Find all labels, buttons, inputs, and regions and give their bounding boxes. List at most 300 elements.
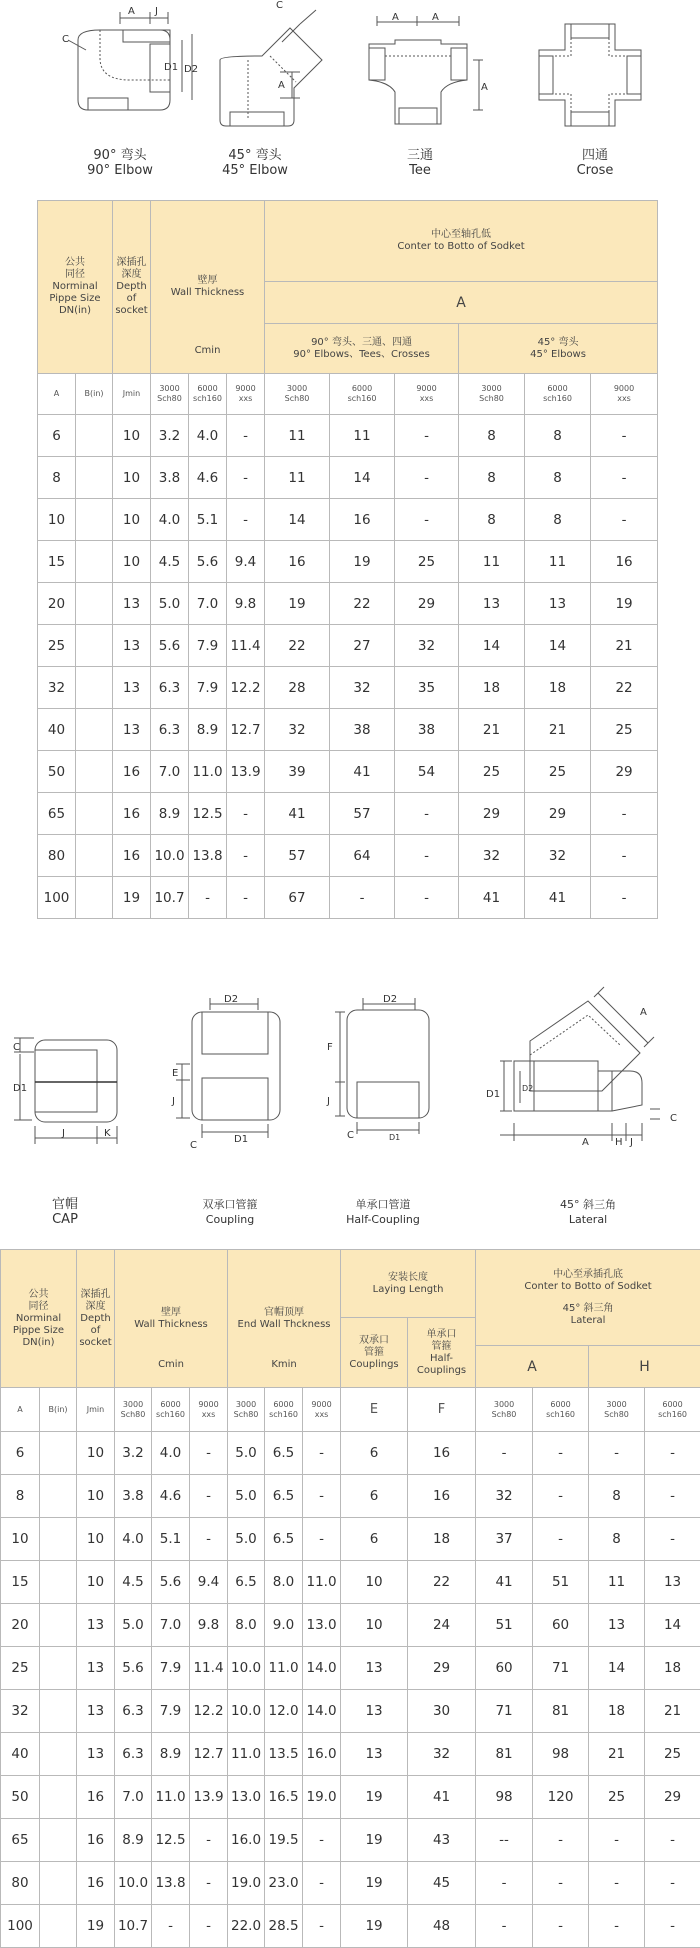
table-cell: 19 bbox=[113, 877, 151, 919]
header-en: Wall Thickness bbox=[115, 1319, 227, 1331]
subheader-cell: 6000 sch160 bbox=[189, 374, 227, 415]
table-cell bbox=[76, 667, 113, 709]
table-cell: 4.0 bbox=[189, 415, 227, 457]
table-cell: - bbox=[395, 835, 459, 877]
table-cell: 11.0 bbox=[189, 751, 227, 793]
table-cell: 6 bbox=[341, 1432, 408, 1475]
half-coupling-caption bbox=[318, 1197, 448, 1227]
caption-zh: 四通 bbox=[525, 148, 665, 163]
table-cell: 43 bbox=[408, 1819, 476, 1862]
table-cell: 64 bbox=[330, 835, 395, 877]
lateral-diagram bbox=[470, 985, 690, 1165]
table-cell: 9.0 bbox=[265, 1604, 303, 1647]
header-wall-thickness bbox=[151, 201, 265, 374]
table-cell: 11 bbox=[525, 541, 591, 583]
table-cell bbox=[40, 1862, 77, 1905]
subheader-cell: 6000 sch160 bbox=[330, 374, 395, 415]
coupling-diagram bbox=[150, 990, 290, 1160]
table-cell: 21 bbox=[645, 1690, 700, 1733]
header-half-couplings bbox=[408, 1318, 476, 1388]
table-cell: 10 bbox=[113, 415, 151, 457]
table-cell bbox=[76, 625, 113, 667]
label-d2: D2 bbox=[184, 64, 198, 75]
table-cell: 7.0 bbox=[115, 1776, 152, 1819]
table-cell: 14 bbox=[645, 1604, 700, 1647]
coupling-caption bbox=[165, 1197, 295, 1227]
label-d1: D1 bbox=[13, 1083, 27, 1094]
elbow-45-diagram bbox=[210, 0, 320, 140]
table-row bbox=[38, 793, 658, 835]
tee-diagram bbox=[365, 0, 495, 130]
label-e: E bbox=[172, 1068, 178, 1079]
table-cell bbox=[40, 1475, 77, 1518]
header-en: 45° Elbows bbox=[459, 349, 657, 361]
table-row bbox=[38, 583, 658, 625]
caption-en: Coupling bbox=[165, 1212, 295, 1227]
table-cell: - bbox=[589, 1905, 645, 1948]
table-cell: - bbox=[645, 1432, 700, 1475]
table-cell: 32 bbox=[525, 835, 591, 877]
table-cell: 9.4 bbox=[190, 1561, 228, 1604]
subheader-cell: A bbox=[38, 374, 76, 415]
subheader-cell: 6000 sch160 bbox=[533, 1388, 589, 1432]
table-cell: 5.1 bbox=[152, 1518, 190, 1561]
table-cell: 35 bbox=[395, 667, 459, 709]
table-cell: 12.7 bbox=[190, 1733, 228, 1776]
table-cell: - bbox=[589, 1862, 645, 1905]
table-cell: 50 bbox=[38, 751, 76, 793]
table-cell: 12.5 bbox=[189, 793, 227, 835]
table-cell: 20 bbox=[1, 1604, 40, 1647]
table-cell: 12.7 bbox=[227, 709, 265, 751]
table-cell: 13 bbox=[113, 583, 151, 625]
subheader-cell: F bbox=[408, 1388, 476, 1432]
table-cell: - bbox=[589, 1432, 645, 1475]
table-cell: 15 bbox=[38, 541, 76, 583]
table-cell: 11.4 bbox=[190, 1647, 228, 1690]
table-cell: 41 bbox=[265, 793, 330, 835]
header-zh: 壁厚 bbox=[115, 1307, 227, 1319]
table-cell: - bbox=[476, 1862, 533, 1905]
table-cell: - bbox=[645, 1518, 700, 1561]
table-cell: 51 bbox=[476, 1604, 533, 1647]
subheader-row bbox=[38, 374, 658, 415]
table-cell: 29 bbox=[395, 583, 459, 625]
header-lateral-h: H bbox=[589, 1346, 700, 1388]
table-cell: - bbox=[227, 835, 265, 877]
table-cell: 22 bbox=[265, 625, 330, 667]
table-cell: - bbox=[227, 877, 265, 919]
table-cell: - bbox=[476, 1432, 533, 1475]
table-cell: 20 bbox=[38, 583, 76, 625]
header-90-group bbox=[265, 324, 459, 374]
table-cell: 40 bbox=[1, 1733, 40, 1776]
table-cell: 11 bbox=[589, 1561, 645, 1604]
table-cell: 41 bbox=[330, 751, 395, 793]
caption-en: CAP bbox=[0, 1212, 130, 1227]
table-cell: 18 bbox=[645, 1647, 700, 1690]
header-zh: 公共 同径 bbox=[1, 1289, 76, 1313]
table-cell: 13 bbox=[341, 1647, 408, 1690]
table-cell: 8.9 bbox=[152, 1733, 190, 1776]
table-cell: 13.8 bbox=[152, 1862, 190, 1905]
table-cell bbox=[40, 1647, 77, 1690]
couplings-lateral-table bbox=[0, 1249, 700, 1948]
table-cell: 14.0 bbox=[303, 1690, 341, 1733]
table-cell: 13.0 bbox=[303, 1604, 341, 1647]
table-cell: 8.0 bbox=[228, 1604, 265, 1647]
table-cell: 5.6 bbox=[115, 1647, 152, 1690]
label-c: C bbox=[276, 0, 283, 11]
header-zh: 公共 同径 bbox=[38, 257, 112, 281]
header-45-group bbox=[459, 324, 658, 374]
table-cell: 29 bbox=[408, 1647, 476, 1690]
table-cell: 16 bbox=[265, 541, 330, 583]
table-cell: 19.5 bbox=[265, 1819, 303, 1862]
table-row bbox=[1, 1905, 700, 1948]
table-cell: 7.9 bbox=[152, 1690, 190, 1733]
table-cell: 32 bbox=[38, 667, 76, 709]
table-cell: 22 bbox=[330, 583, 395, 625]
subheader-cell: 3000 Sch80 bbox=[459, 374, 525, 415]
table-row bbox=[1, 1776, 700, 1819]
table-cell: 60 bbox=[533, 1604, 589, 1647]
header-en: Norminal Pippe Size DN(in) bbox=[38, 281, 112, 317]
table-cell: 6.5 bbox=[265, 1432, 303, 1475]
table-cell: - bbox=[589, 1819, 645, 1862]
table-cell: 14 bbox=[459, 625, 525, 667]
table-cell: - bbox=[227, 499, 265, 541]
table-cell: 10 bbox=[38, 499, 76, 541]
table-cell: 18 bbox=[408, 1518, 476, 1561]
subheader-cell: 3000 Sch80 bbox=[265, 374, 330, 415]
table-cell: 81 bbox=[533, 1690, 589, 1733]
table-row bbox=[1, 1733, 700, 1776]
header-en: 90° Elbows、Tees、Crosses bbox=[265, 349, 458, 361]
label-a: A bbox=[128, 6, 135, 17]
table-cell: 5.0 bbox=[228, 1518, 265, 1561]
subheader-cell: 9000 xxs bbox=[227, 374, 265, 415]
header-en: Depth of socket bbox=[113, 281, 150, 317]
table-cell: - bbox=[190, 1819, 228, 1862]
table-cell bbox=[76, 583, 113, 625]
header-en: Wall Thickness bbox=[151, 287, 264, 299]
subheader-cell: B(in) bbox=[40, 1388, 77, 1432]
table-cell: 11.0 bbox=[303, 1561, 341, 1604]
table-cell: 16.0 bbox=[228, 1819, 265, 1862]
table-cell: 13 bbox=[645, 1561, 700, 1604]
table-cell bbox=[40, 1733, 77, 1776]
table-cell: - bbox=[591, 415, 658, 457]
table-row bbox=[38, 415, 658, 457]
table-cell: 10.7 bbox=[151, 877, 189, 919]
table-row bbox=[1, 1862, 700, 1905]
table-cell: 12.2 bbox=[227, 667, 265, 709]
table-row bbox=[38, 457, 658, 499]
table-row bbox=[1, 1647, 700, 1690]
table-cell: 5.1 bbox=[189, 499, 227, 541]
table-cell: 4.6 bbox=[152, 1475, 190, 1518]
table-cell: 40 bbox=[38, 709, 76, 751]
label-h: H bbox=[615, 1137, 623, 1148]
header-zh: 中心至轴孔低 bbox=[265, 229, 657, 241]
subheader-cell: B(in) bbox=[76, 374, 113, 415]
table-cell: - bbox=[591, 835, 658, 877]
table-cell: 32 bbox=[408, 1733, 476, 1776]
table-cell: 6.3 bbox=[151, 667, 189, 709]
table-cell: 5.0 bbox=[115, 1604, 152, 1647]
table-row bbox=[38, 751, 658, 793]
table-cell: 6.5 bbox=[265, 1475, 303, 1518]
table-row bbox=[1, 1604, 700, 1647]
table-cell bbox=[76, 877, 113, 919]
header-zh: 45° 斜三角 bbox=[476, 1303, 700, 1315]
table-cell: - bbox=[190, 1432, 228, 1475]
table-cell: 10.0 bbox=[115, 1862, 152, 1905]
table-cell: 14 bbox=[330, 457, 395, 499]
table-cell: 21 bbox=[591, 625, 658, 667]
table-cell: 13 bbox=[525, 583, 591, 625]
table-cell: - bbox=[533, 1862, 589, 1905]
table-cell: - bbox=[533, 1475, 589, 1518]
table-cell: 5.6 bbox=[152, 1561, 190, 1604]
table-row bbox=[1, 1475, 700, 1518]
table-cell: 6 bbox=[38, 415, 76, 457]
table-cell: - bbox=[591, 793, 658, 835]
table-row bbox=[38, 709, 658, 751]
table-cell: - bbox=[395, 499, 459, 541]
table-cell bbox=[40, 1819, 77, 1862]
table-cell: 16 bbox=[113, 835, 151, 877]
table-cell: 57 bbox=[265, 835, 330, 877]
caption-en: Half-Coupling bbox=[318, 1212, 448, 1227]
header-center-to-bottom bbox=[265, 201, 658, 282]
table-cell: 16 bbox=[113, 793, 151, 835]
table-cell: 9.8 bbox=[190, 1604, 228, 1647]
table-cell: 14 bbox=[265, 499, 330, 541]
caption-en: Crose bbox=[525, 163, 665, 178]
table-cell: 80 bbox=[1, 1862, 40, 1905]
table-cell: 8 bbox=[525, 457, 591, 499]
table-cell: 4.0 bbox=[152, 1432, 190, 1475]
table2-data bbox=[1, 1432, 700, 1948]
caption-zh: 官帽 bbox=[0, 1197, 130, 1212]
table-cell: 7.9 bbox=[189, 667, 227, 709]
table-cell: 7.0 bbox=[152, 1604, 190, 1647]
table-cell: 67 bbox=[265, 877, 330, 919]
socket-fittings-table bbox=[37, 200, 658, 919]
table-cell: - bbox=[152, 1905, 190, 1948]
caption-en: Tee bbox=[350, 163, 490, 178]
header-cmin: Cmin bbox=[115, 1359, 227, 1371]
table-cell: 11 bbox=[330, 415, 395, 457]
table-cell: 21 bbox=[589, 1733, 645, 1776]
table-cell: - bbox=[303, 1819, 341, 1862]
elbow-45-caption bbox=[185, 148, 325, 178]
header-en: Half- Couplings bbox=[408, 1353, 475, 1377]
table-cell: 19 bbox=[341, 1819, 408, 1862]
table-cell: 10 bbox=[113, 541, 151, 583]
table-cell: 51 bbox=[533, 1561, 589, 1604]
table-cell: -- bbox=[476, 1819, 533, 1862]
table-cell: 4.0 bbox=[151, 499, 189, 541]
table-cell: 48 bbox=[408, 1905, 476, 1948]
label-a: A bbox=[278, 80, 285, 91]
table-cell: 13 bbox=[77, 1604, 115, 1647]
table-cell bbox=[40, 1776, 77, 1819]
table-cell: - bbox=[533, 1905, 589, 1948]
table-cell: 24 bbox=[408, 1604, 476, 1647]
table-cell: - bbox=[227, 415, 265, 457]
table-row bbox=[38, 541, 658, 583]
subheader-cell: Jmin bbox=[113, 374, 151, 415]
table-cell bbox=[76, 415, 113, 457]
header-zh: 壁厚 bbox=[151, 275, 264, 287]
table-cell: 19 bbox=[77, 1905, 115, 1948]
table-cell: 11 bbox=[265, 457, 330, 499]
table-cell: 10.0 bbox=[228, 1690, 265, 1733]
table-cell bbox=[76, 751, 113, 793]
table-cell: 11 bbox=[459, 541, 525, 583]
table-cell: 16 bbox=[408, 1475, 476, 1518]
table-cell: 8.9 bbox=[151, 793, 189, 835]
table-cell: 16 bbox=[591, 541, 658, 583]
table-cell: 10 bbox=[77, 1475, 115, 1518]
table-cell: 7.9 bbox=[189, 625, 227, 667]
label-d1: D1 bbox=[234, 1134, 248, 1145]
table-cell: 8 bbox=[525, 415, 591, 457]
table-cell: 14 bbox=[589, 1647, 645, 1690]
label-a: A bbox=[392, 12, 399, 23]
table-cell: 22 bbox=[408, 1561, 476, 1604]
table-cell: 8.9 bbox=[189, 709, 227, 751]
header-en: End Wall Thckness bbox=[228, 1319, 340, 1331]
table-cell: 10 bbox=[77, 1561, 115, 1604]
table-cell bbox=[76, 709, 113, 751]
table-cell: 4.6 bbox=[189, 457, 227, 499]
table-cell: 11 bbox=[265, 415, 330, 457]
table-cell: 8.0 bbox=[265, 1561, 303, 1604]
table-cell: 120 bbox=[533, 1776, 589, 1819]
header-zh: 官帽顶厚 bbox=[228, 1307, 340, 1319]
table-row bbox=[38, 835, 658, 877]
table-cell: - bbox=[303, 1518, 341, 1561]
table-cell: 11.4 bbox=[227, 625, 265, 667]
table-cell: 32 bbox=[395, 625, 459, 667]
table-cell: 50 bbox=[1, 1776, 40, 1819]
table-cell: 81 bbox=[476, 1733, 533, 1776]
table-cell: 80 bbox=[38, 835, 76, 877]
table-cell: 54 bbox=[395, 751, 459, 793]
table-cell: 13 bbox=[589, 1604, 645, 1647]
table-cell: 57 bbox=[330, 793, 395, 835]
table-cell: 19 bbox=[341, 1905, 408, 1948]
label-d1: D1 bbox=[389, 1133, 400, 1142]
table-cell: 13 bbox=[77, 1647, 115, 1690]
table-cell: 28.5 bbox=[265, 1905, 303, 1948]
table-row bbox=[1, 1819, 700, 1862]
header-en: Depth of socket bbox=[77, 1313, 114, 1349]
table-cell: - bbox=[190, 1518, 228, 1561]
table-cell: 16 bbox=[77, 1819, 115, 1862]
table-cell: 13 bbox=[77, 1690, 115, 1733]
table-cell: 13 bbox=[341, 1690, 408, 1733]
table-cell: 13 bbox=[113, 625, 151, 667]
table-cell: 10 bbox=[341, 1561, 408, 1604]
table-cell: 65 bbox=[38, 793, 76, 835]
table-cell: 3.2 bbox=[151, 415, 189, 457]
table1-data bbox=[38, 415, 658, 919]
table-cell: 25 bbox=[395, 541, 459, 583]
table-cell: 13.5 bbox=[265, 1733, 303, 1776]
label-a-2: A bbox=[582, 1137, 589, 1148]
header-en: Norminal Pippe Size DN(in) bbox=[1, 1313, 76, 1349]
table-cell: 39 bbox=[265, 751, 330, 793]
label-f: F bbox=[327, 1042, 333, 1053]
table-cell: 10 bbox=[113, 457, 151, 499]
table-cell: 8 bbox=[459, 415, 525, 457]
caption-en: 90° Elbow bbox=[50, 163, 190, 178]
table-cell bbox=[76, 541, 113, 583]
table-cell: 15 bbox=[1, 1561, 40, 1604]
table-cell: - bbox=[533, 1432, 589, 1475]
table-cell: 8 bbox=[38, 457, 76, 499]
table-cell: 8 bbox=[589, 1518, 645, 1561]
table-cell: 14 bbox=[525, 625, 591, 667]
table-cell: 8.9 bbox=[115, 1819, 152, 1862]
label-c: C bbox=[670, 1113, 677, 1124]
subheader-cell: 3000 Sch80 bbox=[589, 1388, 645, 1432]
label-j: J bbox=[171, 1096, 175, 1107]
table-cell: 13 bbox=[77, 1733, 115, 1776]
table-cell: - bbox=[645, 1905, 700, 1948]
table-cell: 25 bbox=[1, 1647, 40, 1690]
header-a: A bbox=[265, 282, 658, 324]
header-zh: 安装长度 bbox=[341, 1272, 475, 1284]
table-cell: 12.2 bbox=[190, 1690, 228, 1733]
table-cell: 45 bbox=[408, 1862, 476, 1905]
table-cell: 10.0 bbox=[151, 835, 189, 877]
subheader-cell: 3000 Sch80 bbox=[228, 1388, 265, 1432]
label-c: C bbox=[347, 1130, 354, 1141]
label-k: K bbox=[104, 1128, 111, 1139]
label-c: C bbox=[190, 1140, 197, 1151]
table-cell: 29 bbox=[645, 1776, 700, 1819]
table-row bbox=[1, 1690, 700, 1733]
header-zh: 单承口 管箍 bbox=[408, 1329, 475, 1353]
table-cell: 6 bbox=[1, 1432, 40, 1475]
header-zh: 深插孔 深度 bbox=[77, 1289, 114, 1313]
table-cell: 12.0 bbox=[265, 1690, 303, 1733]
table-cell: 41 bbox=[408, 1776, 476, 1819]
table-cell: 21 bbox=[525, 709, 591, 751]
table-row bbox=[38, 667, 658, 709]
caption-zh: 45° 斜三角 bbox=[523, 1197, 653, 1212]
elbow-90-diagram bbox=[60, 0, 190, 145]
subheader-cell: 9000 xxs bbox=[190, 1388, 228, 1432]
table-cell: - bbox=[591, 499, 658, 541]
table-cell: 25 bbox=[591, 709, 658, 751]
cap-caption bbox=[0, 1197, 130, 1227]
table-cell: 32 bbox=[265, 709, 330, 751]
table-cell: - bbox=[303, 1475, 341, 1518]
table-cell: 41 bbox=[525, 877, 591, 919]
cross-caption bbox=[525, 148, 665, 178]
table-cell: 19 bbox=[265, 583, 330, 625]
header-en: Conter to Botto of Sodket bbox=[476, 1281, 700, 1293]
table-cell: - bbox=[395, 457, 459, 499]
table-cell: 8 bbox=[525, 499, 591, 541]
